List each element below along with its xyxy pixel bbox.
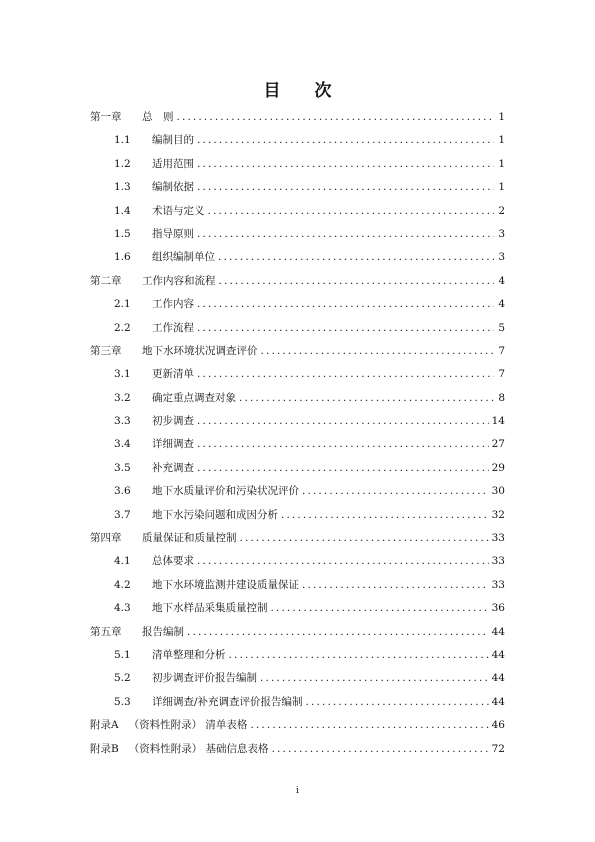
toc-leader-dots (281, 504, 489, 527)
toc-entry-page: 4 (498, 298, 505, 311)
toc-entry[interactable] (90, 550, 505, 573)
toc-entry-number: 1.6 (114, 251, 131, 264)
toc-entry-page: 1 (498, 111, 505, 123)
toc-entry[interactable] (90, 153, 505, 176)
toc-leader-dots (306, 691, 489, 714)
toc-leader-dots (240, 527, 489, 550)
toc-entry-page: 4 (498, 274, 505, 287)
toc-entry-page: 8 (498, 391, 505, 404)
toc-entry-number: 1.2 (114, 157, 131, 170)
toc-entry[interactable] (90, 433, 505, 456)
toc-entry[interactable] (90, 176, 505, 199)
toc-entry-title: 详细调查/补充调查评价报告编制 (152, 695, 303, 708)
toc-entry-number: 1.5 (114, 227, 131, 240)
toc-entry-page: 14 (491, 415, 505, 428)
toc-entry-page: 7 (498, 344, 505, 357)
toc-entry-page: 3 (498, 251, 505, 264)
toc-entry-number: 第五章 (90, 625, 122, 638)
toc-entry-number: 4.3 (114, 602, 131, 615)
toc-leader-dots (261, 340, 495, 363)
table-of-contents (90, 106, 505, 761)
toc-entry-number: 5.1 (114, 648, 131, 661)
toc-leader-dots (260, 667, 489, 690)
toc-leader-dots (250, 714, 488, 737)
toc-entry-title: 地下水样品采集质量控制 (152, 602, 268, 615)
toc-entry-title: 地下水质量评价和污染状况评价 (152, 485, 299, 498)
toc-entry-number: 3.2 (114, 391, 131, 404)
toc-entry-page: 29 (491, 461, 505, 474)
toc-entry-page: 46 (491, 719, 505, 732)
toc-entry-number: 3.3 (114, 415, 131, 428)
toc-entry-title: 确定重点调查对象 (152, 391, 236, 404)
toc-entry-page: 44 (491, 695, 505, 708)
toc-leader-dots (197, 129, 494, 152)
toc-leader-dots (197, 317, 494, 340)
toc-entry-page: 44 (491, 625, 505, 638)
toc-entry-page: 44 (491, 672, 505, 685)
toc-leader-dots (272, 738, 489, 761)
toc-entry-number: 2.1 (114, 298, 131, 311)
toc-entry-number: 附录B (90, 742, 119, 755)
toc-entry-number: 第一章 (90, 111, 122, 123)
toc-entry-title: 适用范围 (152, 157, 194, 170)
toc-entry[interactable] (90, 480, 505, 503)
toc-entry-number: 5.3 (114, 695, 131, 708)
toc-entry-page: 33 (491, 578, 505, 591)
toc-entry-title: 初步调查评价报告编制 (152, 672, 257, 685)
toc-entry-title: 术语与定义 (152, 204, 205, 217)
toc-leader-dots (197, 153, 494, 176)
toc-entry-number: 5.2 (114, 672, 131, 685)
toc-entry-number: 第二章 (90, 274, 122, 287)
toc-entry[interactable] (90, 387, 505, 410)
toc-leader-dots (197, 363, 494, 386)
toc-entry[interactable] (90, 597, 505, 620)
toc-entry-number: 1.3 (114, 181, 131, 194)
toc-entry[interactable] (90, 527, 505, 550)
toc-entry[interactable] (90, 293, 505, 316)
toc-entry-title: 初步调查 (152, 415, 194, 428)
toc-leader-dots (271, 597, 489, 620)
toc-entry-page: 1 (498, 181, 505, 194)
toc-entry[interactable] (90, 714, 505, 737)
toc-leader-dots (302, 574, 489, 597)
toc-entry-title: 更新清单 (152, 368, 194, 381)
page-title: 目 次 (263, 81, 346, 101)
toc-entry-title: 工作流程 (152, 321, 194, 334)
toc-entry-page: 1 (498, 134, 505, 147)
toc-entry-title: 编制依据 (152, 181, 194, 194)
toc-entry-number: 3.5 (114, 461, 131, 474)
toc-entry[interactable] (90, 738, 505, 761)
toc-leader-dots (302, 480, 489, 503)
toc-entry[interactable] (90, 691, 505, 714)
toc-entry-title: 工作内容和流程 (142, 274, 216, 287)
toc-entry-page: 7 (498, 368, 505, 381)
toc-entry[interactable] (90, 129, 505, 152)
toc-entry-number: 第四章 (90, 532, 122, 545)
toc-entry-title: 质量保证和质量控制 (142, 532, 237, 545)
toc-entry-page: 72 (491, 742, 505, 755)
toc-entry[interactable] (90, 363, 505, 386)
toc-entry-page: 44 (491, 648, 505, 661)
toc-entry-number: 1.1 (114, 134, 131, 147)
toc-entry-title: 总 则 (142, 111, 174, 123)
toc-entry-page: 2 (498, 204, 505, 217)
page-number: i (296, 786, 299, 796)
toc-entry-page: 33 (491, 532, 505, 545)
toc-entry-number: 4.2 (114, 578, 131, 591)
toc-entry[interactable] (90, 410, 505, 433)
toc-entry[interactable] (90, 667, 505, 690)
toc-entry[interactable] (90, 340, 505, 363)
toc-entry[interactable] (90, 504, 505, 527)
toc-leader-dots (218, 246, 494, 269)
toc-entry-title: 指导原则 (152, 227, 194, 240)
toc-entry-page: 5 (498, 321, 505, 334)
toc-entry-number: 1.4 (114, 204, 131, 217)
toc-entry[interactable] (90, 457, 505, 480)
toc-entry-number: 第三章 (90, 344, 122, 357)
toc-entry[interactable] (90, 644, 505, 667)
toc-leader-dots (197, 433, 489, 456)
toc-entry-title: 组织编制单位 (152, 251, 215, 264)
toc-leader-dots (208, 200, 495, 223)
toc-entry-number: 3.6 (114, 485, 131, 498)
toc-leader-dots (219, 270, 495, 293)
toc-entry[interactable] (90, 200, 505, 223)
toc-entry-title: 地下水污染问题和成因分析 (152, 508, 278, 521)
toc-leader-dots (197, 293, 494, 316)
toc-entry-page: 33 (491, 555, 505, 568)
toc-entry-number: 3.7 (114, 508, 131, 521)
toc-entry-number: 附录A (90, 719, 119, 732)
toc-entry-title: 清单整理和分析 (152, 648, 226, 661)
toc-entry-page: 36 (491, 602, 505, 615)
toc-entry-title: 总体要求 (152, 555, 194, 568)
toc-entry-title: 地下水环境状况调查评价 (142, 344, 258, 357)
toc-entry-title: （资料性附录） 清单表格 (128, 719, 248, 732)
toc-entry[interactable] (90, 270, 505, 293)
toc-leader-dots (177, 106, 495, 129)
toc-entry-title: （资料性附录） 基础信息表格 (128, 742, 269, 755)
toc-entry[interactable] (90, 574, 505, 597)
toc-entry[interactable] (90, 223, 505, 246)
toc-leader-dots (197, 223, 494, 246)
toc-entry-page: 32 (491, 508, 505, 521)
toc-entry-page: 27 (491, 438, 505, 451)
toc-entry-title: 编制目的 (152, 134, 194, 147)
toc-entry[interactable] (90, 317, 505, 340)
toc-entry-title: 地下水环境监测井建设质量保证 (152, 578, 299, 591)
toc-entry-number: 2.2 (114, 321, 131, 334)
toc-entry-number: 4.1 (114, 555, 131, 568)
toc-leader-dots (197, 176, 494, 199)
toc-entry-number: 3.4 (114, 438, 131, 451)
toc-leader-dots (187, 621, 489, 644)
toc-entry[interactable] (90, 106, 505, 129)
toc-leader-dots (239, 387, 494, 410)
toc-entry-title: 补充调查 (152, 461, 194, 474)
toc-entry[interactable] (90, 621, 505, 644)
toc-entry-page: 1 (498, 157, 505, 170)
toc-entry[interactable] (90, 246, 505, 269)
toc-entry-title: 详细调查 (152, 438, 194, 451)
toc-leader-dots (229, 644, 489, 667)
toc-leader-dots (197, 410, 489, 433)
toc-entry-title: 工作内容 (152, 298, 194, 311)
toc-leader-dots (197, 457, 489, 480)
toc-entry-number: 3.1 (114, 368, 131, 381)
toc-leader-dots (197, 550, 489, 573)
toc-entry-title: 报告编制 (142, 625, 184, 638)
toc-entry-page: 30 (491, 485, 505, 498)
toc-entry-page: 3 (498, 227, 505, 240)
